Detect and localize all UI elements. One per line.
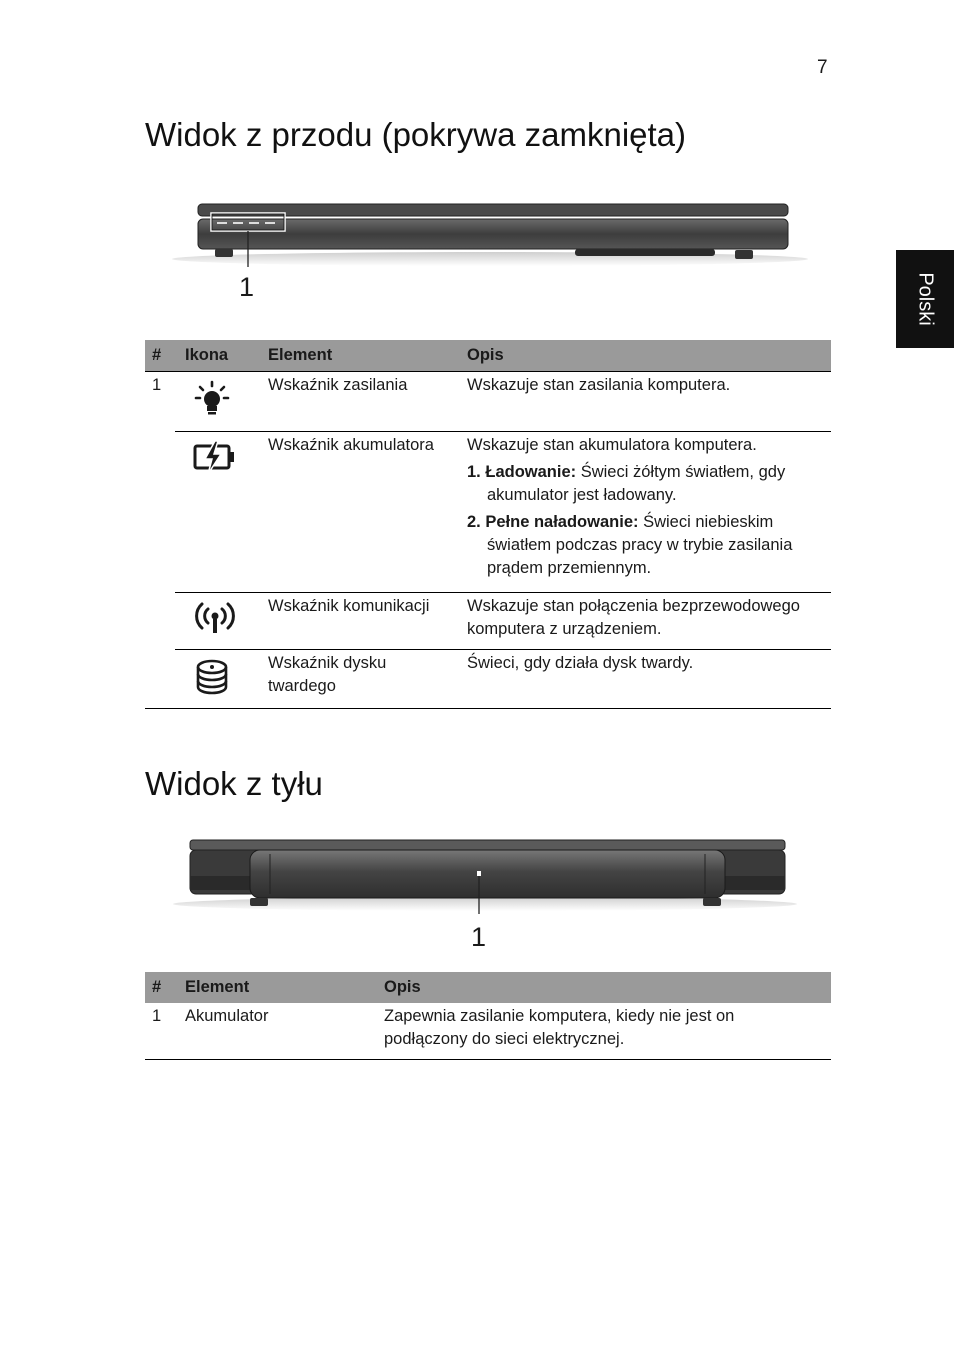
- status-list: [467, 461, 821, 580]
- row-number: [145, 650, 175, 709]
- list-item-text: Świeci niebieskim światłem podczas pracy w trybie zasilania prądem przemiennym.: [487, 513, 793, 577]
- hard-disk-icon: [191, 656, 233, 700]
- row-description: Zapewnia zasilanie komputera, kiedy nie jest on podłączony do sieci elektrycznej.: [374, 1003, 831, 1060]
- row-element: Akumulator: [175, 1003, 374, 1060]
- front-view-title: Widok z przodu (pokrywa zamknięta): [145, 116, 687, 153]
- table-row: [145, 432, 831, 593]
- list-item: [467, 461, 821, 507]
- col-header-description: Opis: [374, 972, 831, 1003]
- row-description: Wskazuje stan połączenia bezprzewodowego komputera z urządzeniem.: [457, 593, 831, 650]
- row-description: Wskazuje stan akumulatora komputera.: [467, 436, 757, 454]
- language-tab-label: Polski: [914, 272, 937, 326]
- table-row: [145, 593, 831, 650]
- table-row: [145, 1003, 831, 1060]
- front-callout-label: 1: [239, 272, 255, 302]
- col-header-icon: Ikona: [175, 340, 258, 372]
- row-number: [145, 432, 175, 593]
- list-item: [467, 511, 821, 580]
- battery-charging-icon: [191, 438, 239, 478]
- list-item-label: Pełne naładowanie:: [485, 513, 639, 531]
- row-number: [145, 593, 175, 650]
- rear-view-title: Widok z tyłu: [145, 765, 323, 802]
- row-number: 1: [145, 372, 175, 432]
- rear-callout-label: 1: [471, 922, 487, 952]
- row-number: 1: [145, 1003, 175, 1060]
- laptop-front-view-image: [165, 195, 815, 305]
- list-item-number: 2.: [467, 513, 481, 531]
- page-number: 7: [817, 57, 828, 78]
- col-header-description: Opis: [457, 340, 831, 372]
- row-element: Wskaźnik komunikacji: [258, 593, 457, 650]
- row-element: Wskaźnik zasilania: [258, 372, 457, 432]
- language-tab: [896, 250, 954, 348]
- row-description: Świeci, gdy działa dysk twardy.: [457, 650, 831, 709]
- laptop-rear-view-image: [165, 832, 820, 922]
- col-header-number: #: [145, 340, 175, 372]
- row-element: Wskaźnik dysku twardego: [258, 650, 457, 709]
- wireless-signal-icon: [191, 599, 239, 639]
- col-header-element: Element: [258, 340, 457, 372]
- table-row: [145, 372, 831, 432]
- row-element: Wskaźnik akumulatora: [258, 432, 457, 593]
- row-description: Wskazuje stan zasilania komputera.: [457, 372, 831, 432]
- table-row: [145, 650, 831, 709]
- front-view-table: [145, 340, 831, 709]
- rear-view-table: [145, 972, 831, 1060]
- list-item-number: 1.: [467, 463, 481, 481]
- list-item-text: Świeci żółtym światłem, gdy akumulator jest ładowany.: [487, 463, 786, 504]
- col-header-element: Element: [175, 972, 374, 1003]
- col-header-number: #: [145, 972, 175, 1003]
- power-indicator-icon: [191, 378, 233, 418]
- list-item-label: Ładowanie:: [485, 463, 577, 481]
